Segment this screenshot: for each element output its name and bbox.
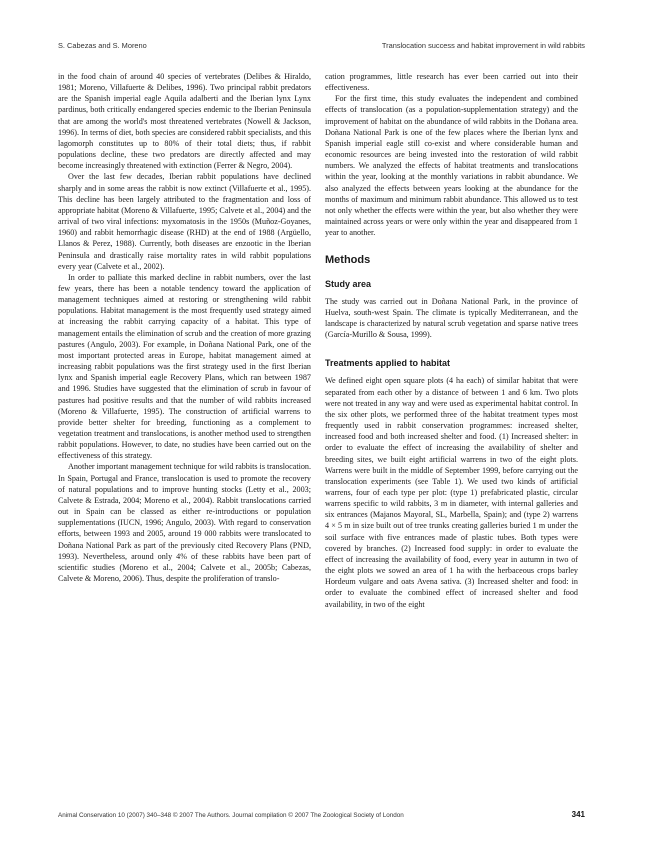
header-authors: S. Cabezas and S. Moreno (58, 41, 147, 50)
page-number: 341 (571, 810, 585, 819)
body-paragraph: cation programmes, little research has ever been carried out into their effectiveness. (325, 72, 578, 93)
body-paragraph: We defined eight open square plots (4 ha each) of similar habitat that were separated from each other by a distance of between 1 and 6 km. Two plots were not treated in any way and were used as experimental habitat control. In the six other plots, we performed three of the habitat treatment types most frequently used in rabbit conservation programmes: increased shelter, increased food and both increased shelter and food. (1) Increased shelter: in order to evaluate the effect of increasing the availability of shelter and breeding sites, we built eight artificial warrens in two of the eight plots. Warrens were built in the middle of September 1999, before carrying out the translocation experiments (see Table 1). We used two kinds of artificial warrens, four of each type per plot: (type 1) prefabricated plastic, circular warrens specific to wild rabbits, 3 m in diameter, with internal galleries and six entrances (Majanos Mayoral, SL, Marbella, Spain); and (type 2) warrens 4 × 5 m in size built out of tree trunks creating galleries buried 1 m under the soil surface with five entrances made of plastic tubes. Both types were covered by branches. (2) Increased food supply: in order to evaluate the effect of increasing the availability of food, every year in autumn in two of the eight plots we sowed an area of 1 ha with the herbaceous crops barley Hordeum vulgare and oats Avena sativa. (3) Increased shelter and food: in order to evaluate the combined effect of increased shelter and food availability, in two of the eight (325, 376, 578, 609)
subsection-heading-study-area: Study area (325, 278, 372, 289)
right-column (325, 71, 578, 610)
header-running-title: Translocation success and habitat improvement in wild rabbits (381, 41, 585, 50)
body-paragraph: Over the last few decades, Iberian rabbit populations have declined sharply and in some areas the rabbit is now extinct (Villafuerte et al., 1995). This decline has been largely attributed to the fragmentation and loss of appropriate habitat (Moreno & Villafuerte, 1995; Calvete et al., 2004) and the arrival of two viral infections: myxomatosis in the 1950s (Muñoz-Goyanes, 1960) and rabbit hemorrhagic disease (RHD) at the end of 1988 (Argüello, Llanos & Perez, 1988). Currently, both diseases are enzootic in the Iberian Peninsula and drastically raise mortality rates in wild rabbit populations every year (Calvete et al., 2002). (58, 172, 311, 271)
section-heading-methods: Methods (325, 254, 371, 267)
running-header (58, 41, 585, 50)
body-paragraph: For the first time, this study evaluates the independent and combined effects of translocation (as a population-supplementation strategy) and the improvement of habitat on the abundance of wild rabbits in the Doñana area. Doñana National Park is one of the few places where the Iberian lynx and Spanish imperial eagle still co-exist and where considerable human and economic resources are being invested into the restoration of wild rabbit numbers. We analyzed the effects of habitat treatments and translocations within the year, looking at the monthly variations in rabbit abundance. We also analyzed the effects between years looking at the abundance for the months of maximum and minimum rabbit abundance. This allowed us to test not only whether the effects were within the year, but also whether they were maintained across years or were only within the year and disappeared from 1 year to another. (325, 94, 578, 238)
left-column (58, 71, 311, 584)
body-paragraph: In order to palliate this marked decline in rabbit numbers, over the last few years, there has been a notable tendency toward the application of management techniques aimed at restoring or strengthening wild rabbit populations. Habitat management is the most frequently used strategy aimed at increasing the rabbit carrying capacity of a habitat. This type of management entails the elimination of scrub and the creation of more grazing pastures (Angulo, 2003). For example, in Doñana National Park, one of the most important protected areas in Europe, habitat management aimed at increasing rabbit populations was the first strategy used in the first Iberian lynx and Spanish imperial eagle Recovery Plans, which ran between 1987 and 1996. Studies have suggested that the elimination of scrub in favour of pastures had positive results and that the number of wild rabbits increased (Moreno & Villafuerte, 1995). The construction of artificial warrens to provide better shelter for breeding, functioning as a complement to vegetation treatment and translocations, is another method used to strengthen rabbit populations. However, to date, no studies have been carried out on the effectiveness of this strategy. (58, 272, 311, 461)
footer-citation: Animal Conservation 10 (2007) 340–348 © 2007 The Authors. Journal compilation © 2007 The Zoological Society of London (58, 812, 404, 819)
body-paragraph: in the food chain of around 40 species of vertebrates (Delibes & Hiraldo, 1981; Moreno, Villafuerte & Delibes, 1996). Two principal rabbit predators are the Spanish imperial eagle Aquila adalberti and the Iberian lynx Lynx pardinus, both critically endangered species endemic to the Iberian Peninsula that are among the world's most threatened vertebrates (Nowell & Jackson, 1996). In terms of diet, both species are considered rabbit specialists, and this lagomorph constitutes up to 80% of their total diets; thus, if rabbit populations decline, these two predators are directly affected and may become increasingly threatened with extinction (Ferrer & Negro, 2004). (58, 72, 311, 171)
body-paragraph: Another important management technique for wild rabbits is translocation. In Spain, Portugal and France, translocation is used to promote the recovery of natural populations and to improve hunting stocks (Letty et al., 2003; Calvete & Estrada, 2004; Moreno et al., 2004). Rabbit translocations carried out in Spain can be classed as either re-introductions or population supplementations (IUCN, 1996; Angulo, 2003). With regard to conservation efforts, between 1993 and 2005, around 19 000 rabbits were translocated to Doñana National Park as part of the previously cited Recovery Plans (PND, 1993). Nevertheless, around only 4% of these rabbits have been part of scientific studies (Moreno et al., 2004; Calvete et al., 2005b; Cabezas, Calvete & Moreno, 2006). Thus, despite the proliferation of translo- (58, 462, 312, 584)
body-paragraph: The study was carried out in Doñana National Park, in the province of Huelva, south-west Spain. The climate is typically Mediterranean, and the landscape is characterized by natural scrub vegetation and sparse native trees (García-Murillo & Sousa, 1999). (325, 296, 578, 340)
subsection-heading-treatments: Treatments applied to habitat (325, 358, 451, 369)
page-footer (58, 810, 585, 819)
